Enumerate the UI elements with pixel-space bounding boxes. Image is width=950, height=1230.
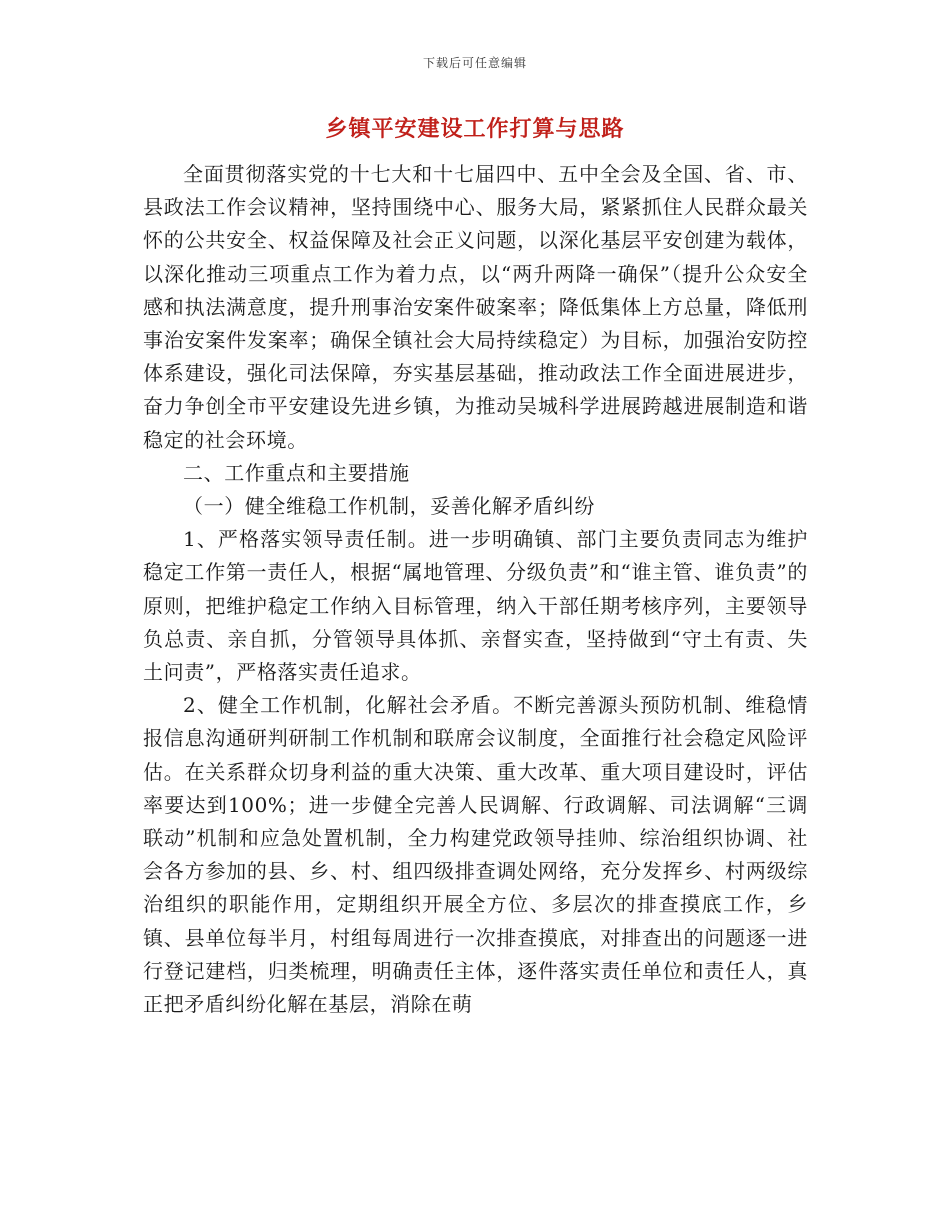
paragraph-item-1: 1、严格落实领导责任制。进一步明确镇、部门主要负责同志为维护稳定工作第一责任人，根据“属地管理、分级负责”和“谁主管、谁负责”的原则，把维护稳定工作纳入目标管理，纳入干部任期考核序列，主要领导负总责、亲自抓，分管领导具体抓、亲督实查，坚持做到“守土有责、失土问责”，严格落实责任追求。 <box>143 527 808 685</box>
subsection-heading: （一）健全维稳工作机制，妥善化解矛盾纠纷 <box>183 494 595 519</box>
document-title: 乡镇平安建设工作打算与思路 <box>325 116 625 142</box>
paragraph-intro: 全面贯彻落实党的十七大和十七届四中、五中全会及全国、省、市、县政法工作会议精神，坚持围绕中心、服务大局，紧紧抓住人民群众最关怀的公共安全、权益保障及社会正义问题，以深化基层平安创建为载体，以深化推动三项重点工作为着力点，以“两升两降一确保”（提升公众安全感和执法满意度，提升刑事治安案件破案率；降低集体上方总量，降低刑事治安案件发案率；确保全镇社会大局持续稳定）为目标，加强治安防控体系建设，强化司法保障，夯实基层基础，推动政法工作全面进展进步，奋力争创全市平安建设先进乡镇，为推动吴城科学进展跨越进展制造和谐稳定的社会环境。 <box>143 162 808 452</box>
header-note: 下载后可任意编辑 <box>422 56 527 70</box>
document-body <box>143 158 808 1021</box>
section-heading: 二、工作重点和主要措施 <box>183 460 410 485</box>
paragraph-item-2: 2、健全工作机制，化解社会矛盾。不断完善源头预防机制、维稳情报信息沟通研判研制工作机制和联席会议制度，全面推行社会稳定风险评估。在关系群众切身利益的重大决策、重大改革、重大项目建设时，评估率要达到100%；进一步健全完善人民调解、行政调解、司法调解“三调联动”机制和应急处置机制，全力构建党政领导挂帅、综治组织协调、社会各方参加的县、乡、村、组四级排查调处网络，充分发挥乡、村两级综治组织的职能作用，定期组织开展全方位、多层次的排查摸底工作，乡镇、县单位每半月，村组每周进行一次排查摸底，对排查出的问题逐一进行登记建档，归类梳理，明确责任主体，逐件落实责任单位和责任人，真正把矛盾纠纷化解在基层，消除在萌 <box>143 693 808 1017</box>
